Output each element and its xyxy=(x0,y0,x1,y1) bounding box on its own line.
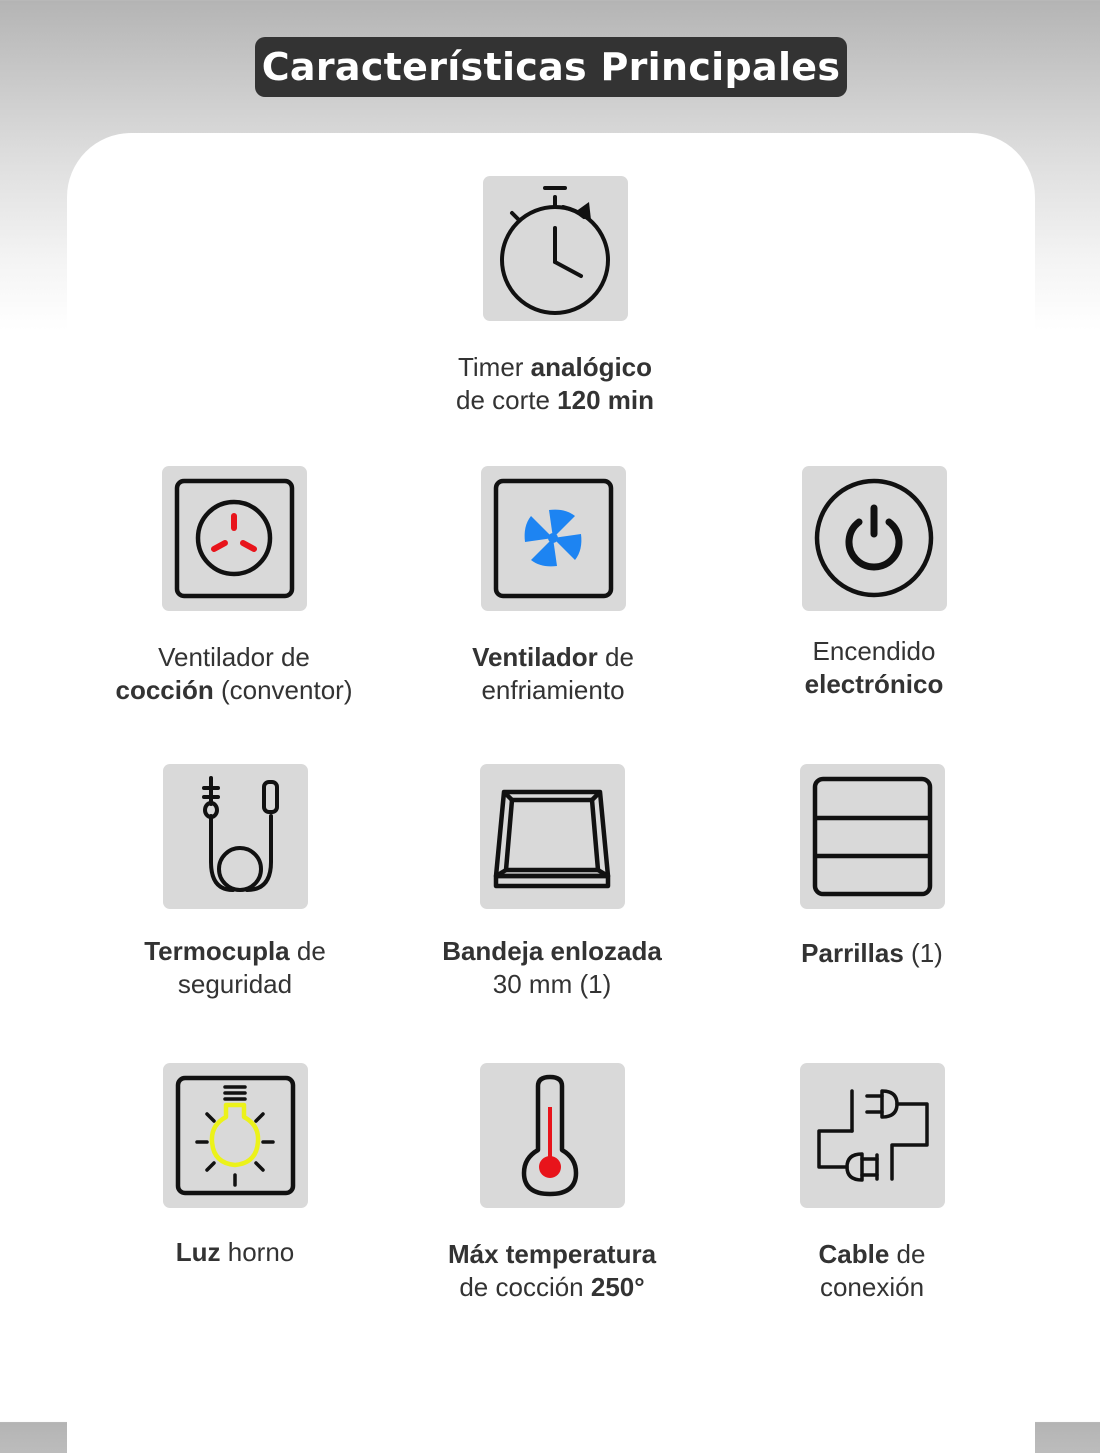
ignition-tile xyxy=(802,466,947,611)
feature-max-temperature xyxy=(392,1063,712,1304)
oven-light-icon xyxy=(163,1063,308,1208)
feature-cable xyxy=(712,1063,1032,1304)
feature-racks xyxy=(712,764,1032,970)
rack-icon xyxy=(800,764,945,909)
page-title: Características Principales xyxy=(255,37,847,97)
feature-thermocouple-label: Termocupla de seguridad xyxy=(144,936,326,999)
cooling-fan-icon xyxy=(481,466,626,611)
timer-tile xyxy=(483,176,628,321)
feature-tray-label: Bandeja enlozada 30 mm (1) xyxy=(442,936,662,999)
cable-tile xyxy=(800,1063,945,1208)
max-temperature-tile xyxy=(480,1063,625,1208)
thermocouple-tile xyxy=(163,764,308,909)
convection-fan-tile xyxy=(162,466,307,611)
feature-thermocouple xyxy=(75,764,395,1001)
oven-light-tile xyxy=(163,1063,308,1208)
feature-ignition-label: Encendido electrónico xyxy=(804,636,944,699)
cooling-fan-tile xyxy=(481,466,626,611)
thermometer-icon xyxy=(480,1063,625,1208)
convection-fan-icon xyxy=(162,466,307,611)
feature-convection-fan xyxy=(74,466,394,707)
thermocouple-icon xyxy=(163,764,308,909)
feature-oven-light-label: Luz horno xyxy=(175,1237,295,1267)
feature-cable-label: Cable de conexión xyxy=(818,1239,926,1302)
power-cable-icon xyxy=(800,1063,945,1208)
tray-tile xyxy=(480,764,625,909)
tray-icon xyxy=(480,764,625,909)
racks-tile xyxy=(800,764,945,909)
stopwatch-icon xyxy=(483,176,628,321)
feature-cooling-fan-label: Ventilador de enfriamiento xyxy=(472,642,634,705)
feature-max-temperature-label: Máx temperatura de cocción 250° xyxy=(447,1239,657,1302)
feature-timer xyxy=(395,176,715,417)
feature-racks-label: Parrillas (1) xyxy=(801,938,943,968)
power-icon xyxy=(802,466,947,611)
feature-oven-light xyxy=(75,1063,395,1269)
feature-ignition xyxy=(714,466,1034,701)
feature-cooling-fan xyxy=(393,466,713,707)
feature-convection-fan-label: Ventilador de cocción (conventor) xyxy=(115,642,353,705)
feature-tray xyxy=(392,764,712,1001)
feature-timer-label: Timer analógico de corte 120 min xyxy=(456,352,654,415)
